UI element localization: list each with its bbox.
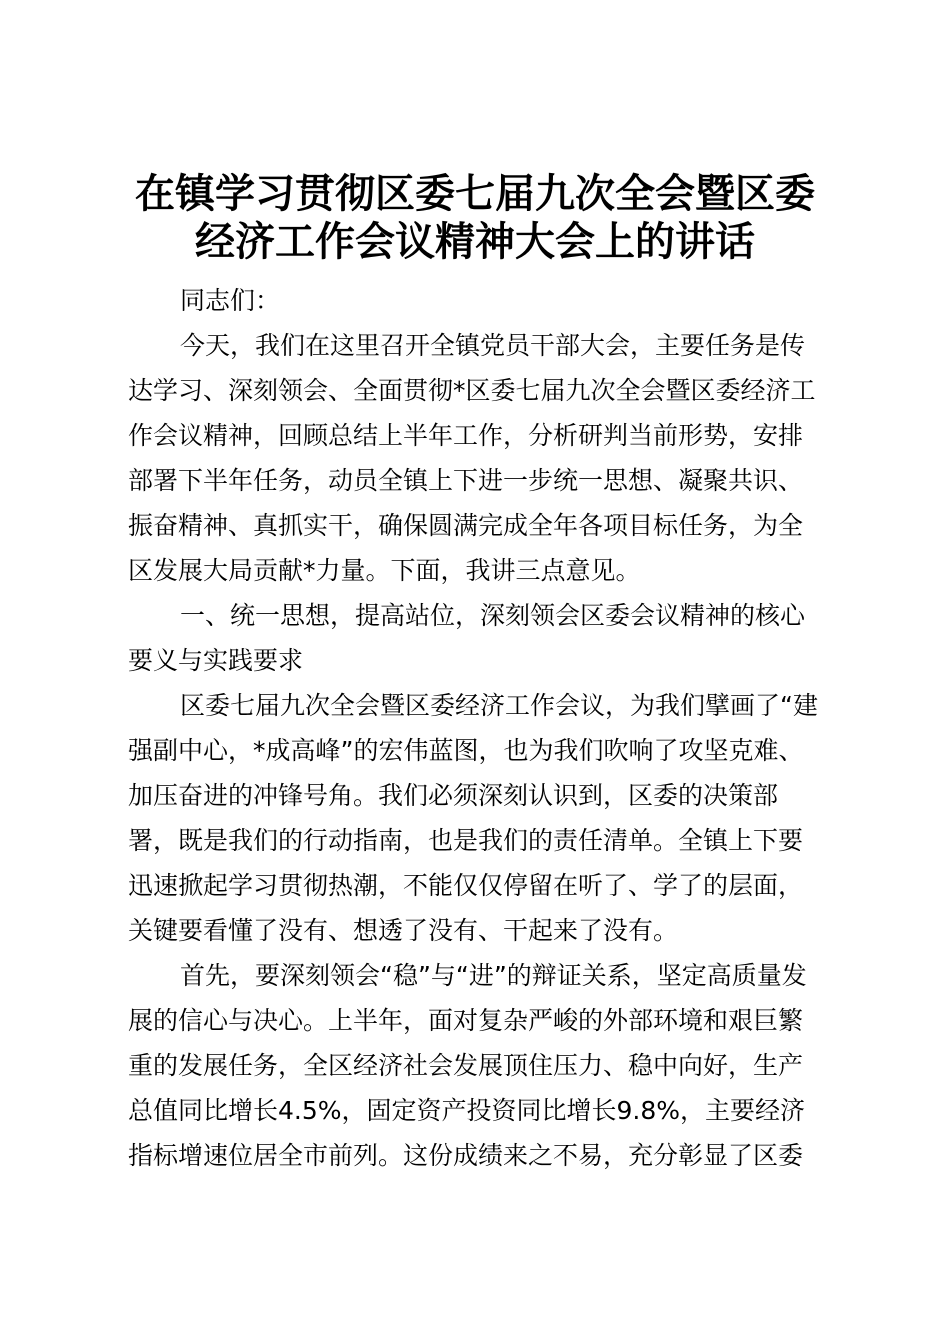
paragraph-line: 总值同比增长4.5%，固定资产投资同比增长9.8%，主要经济	[128, 1096, 806, 1125]
document-body	[128, 278, 838, 1178]
paragraph-line: 指标增速位居全市前列。这份成绩来之不易，充分彰显了区委	[128, 1141, 804, 1170]
paragraph-line: 强副中心，*成高峰”的宏伟蓝图，也为我们吹响了攻坚克难、	[128, 736, 804, 765]
paragraph-line: 关键要看懂了没有、想透了没有、干起来了没有。	[128, 916, 679, 945]
paragraph-line: 区委七届九次全会暨区委经济工作会议，为我们擘画了“建	[180, 691, 818, 720]
document-title-line-1: 在镇学习贯彻区委七届九次全会暨区委	[135, 171, 815, 217]
paragraph-line: 作会议精神，回顾总结上半年工作，分析研判当前形势，安排	[128, 421, 804, 450]
document-title-line-2: 经济工作会议精神大会上的讲话	[195, 219, 755, 265]
paragraph-line: 迅速掀起学习贯彻热潮，不能仅仅停留在听了、学了的层面，	[128, 871, 804, 900]
paragraph-line: 区发展大局贡献*力量。下面，我讲三点意见。	[128, 556, 641, 585]
paragraph-line: 署，既是我们的行动指南，也是我们的责任清单。全镇上下要	[128, 826, 804, 855]
salutation: 同志们：	[180, 286, 281, 315]
paragraph-line: 部署下半年任务，动员全镇上下进一步统一思想、凝聚共识、	[128, 466, 804, 495]
paragraph-line: 展的信心与决心。上半年，面对复杂严峻的外部环境和艰巨繁	[128, 1006, 804, 1035]
section-heading-line: 一、统一思想，提高站位，深刻领会区委会议精神的核心	[180, 601, 806, 630]
paragraph-line: 加压奋进的冲锋号角。我们必须深刻认识到，区委的决策部	[128, 781, 779, 810]
paragraph-line: 今天，我们在这里召开全镇党员干部大会，主要任务是传	[180, 331, 806, 360]
paragraph-line: 重的发展任务，全区经济社会发展顶住压力、稳中向好，生产	[128, 1051, 804, 1080]
section-heading-line: 要义与实践要求	[128, 646, 304, 675]
paragraph-line: 振奋精神、真抓实干，确保圆满完成全年各项目标任务，为全	[128, 511, 804, 540]
paragraph-line: 首先，要深刻领会“稳”与“进”的辩证关系，坚定高质量发	[180, 961, 807, 990]
paragraph-line: 达学习、深刻领会、全面贯彻*区委七届九次全会暨区委经济工	[128, 376, 816, 405]
